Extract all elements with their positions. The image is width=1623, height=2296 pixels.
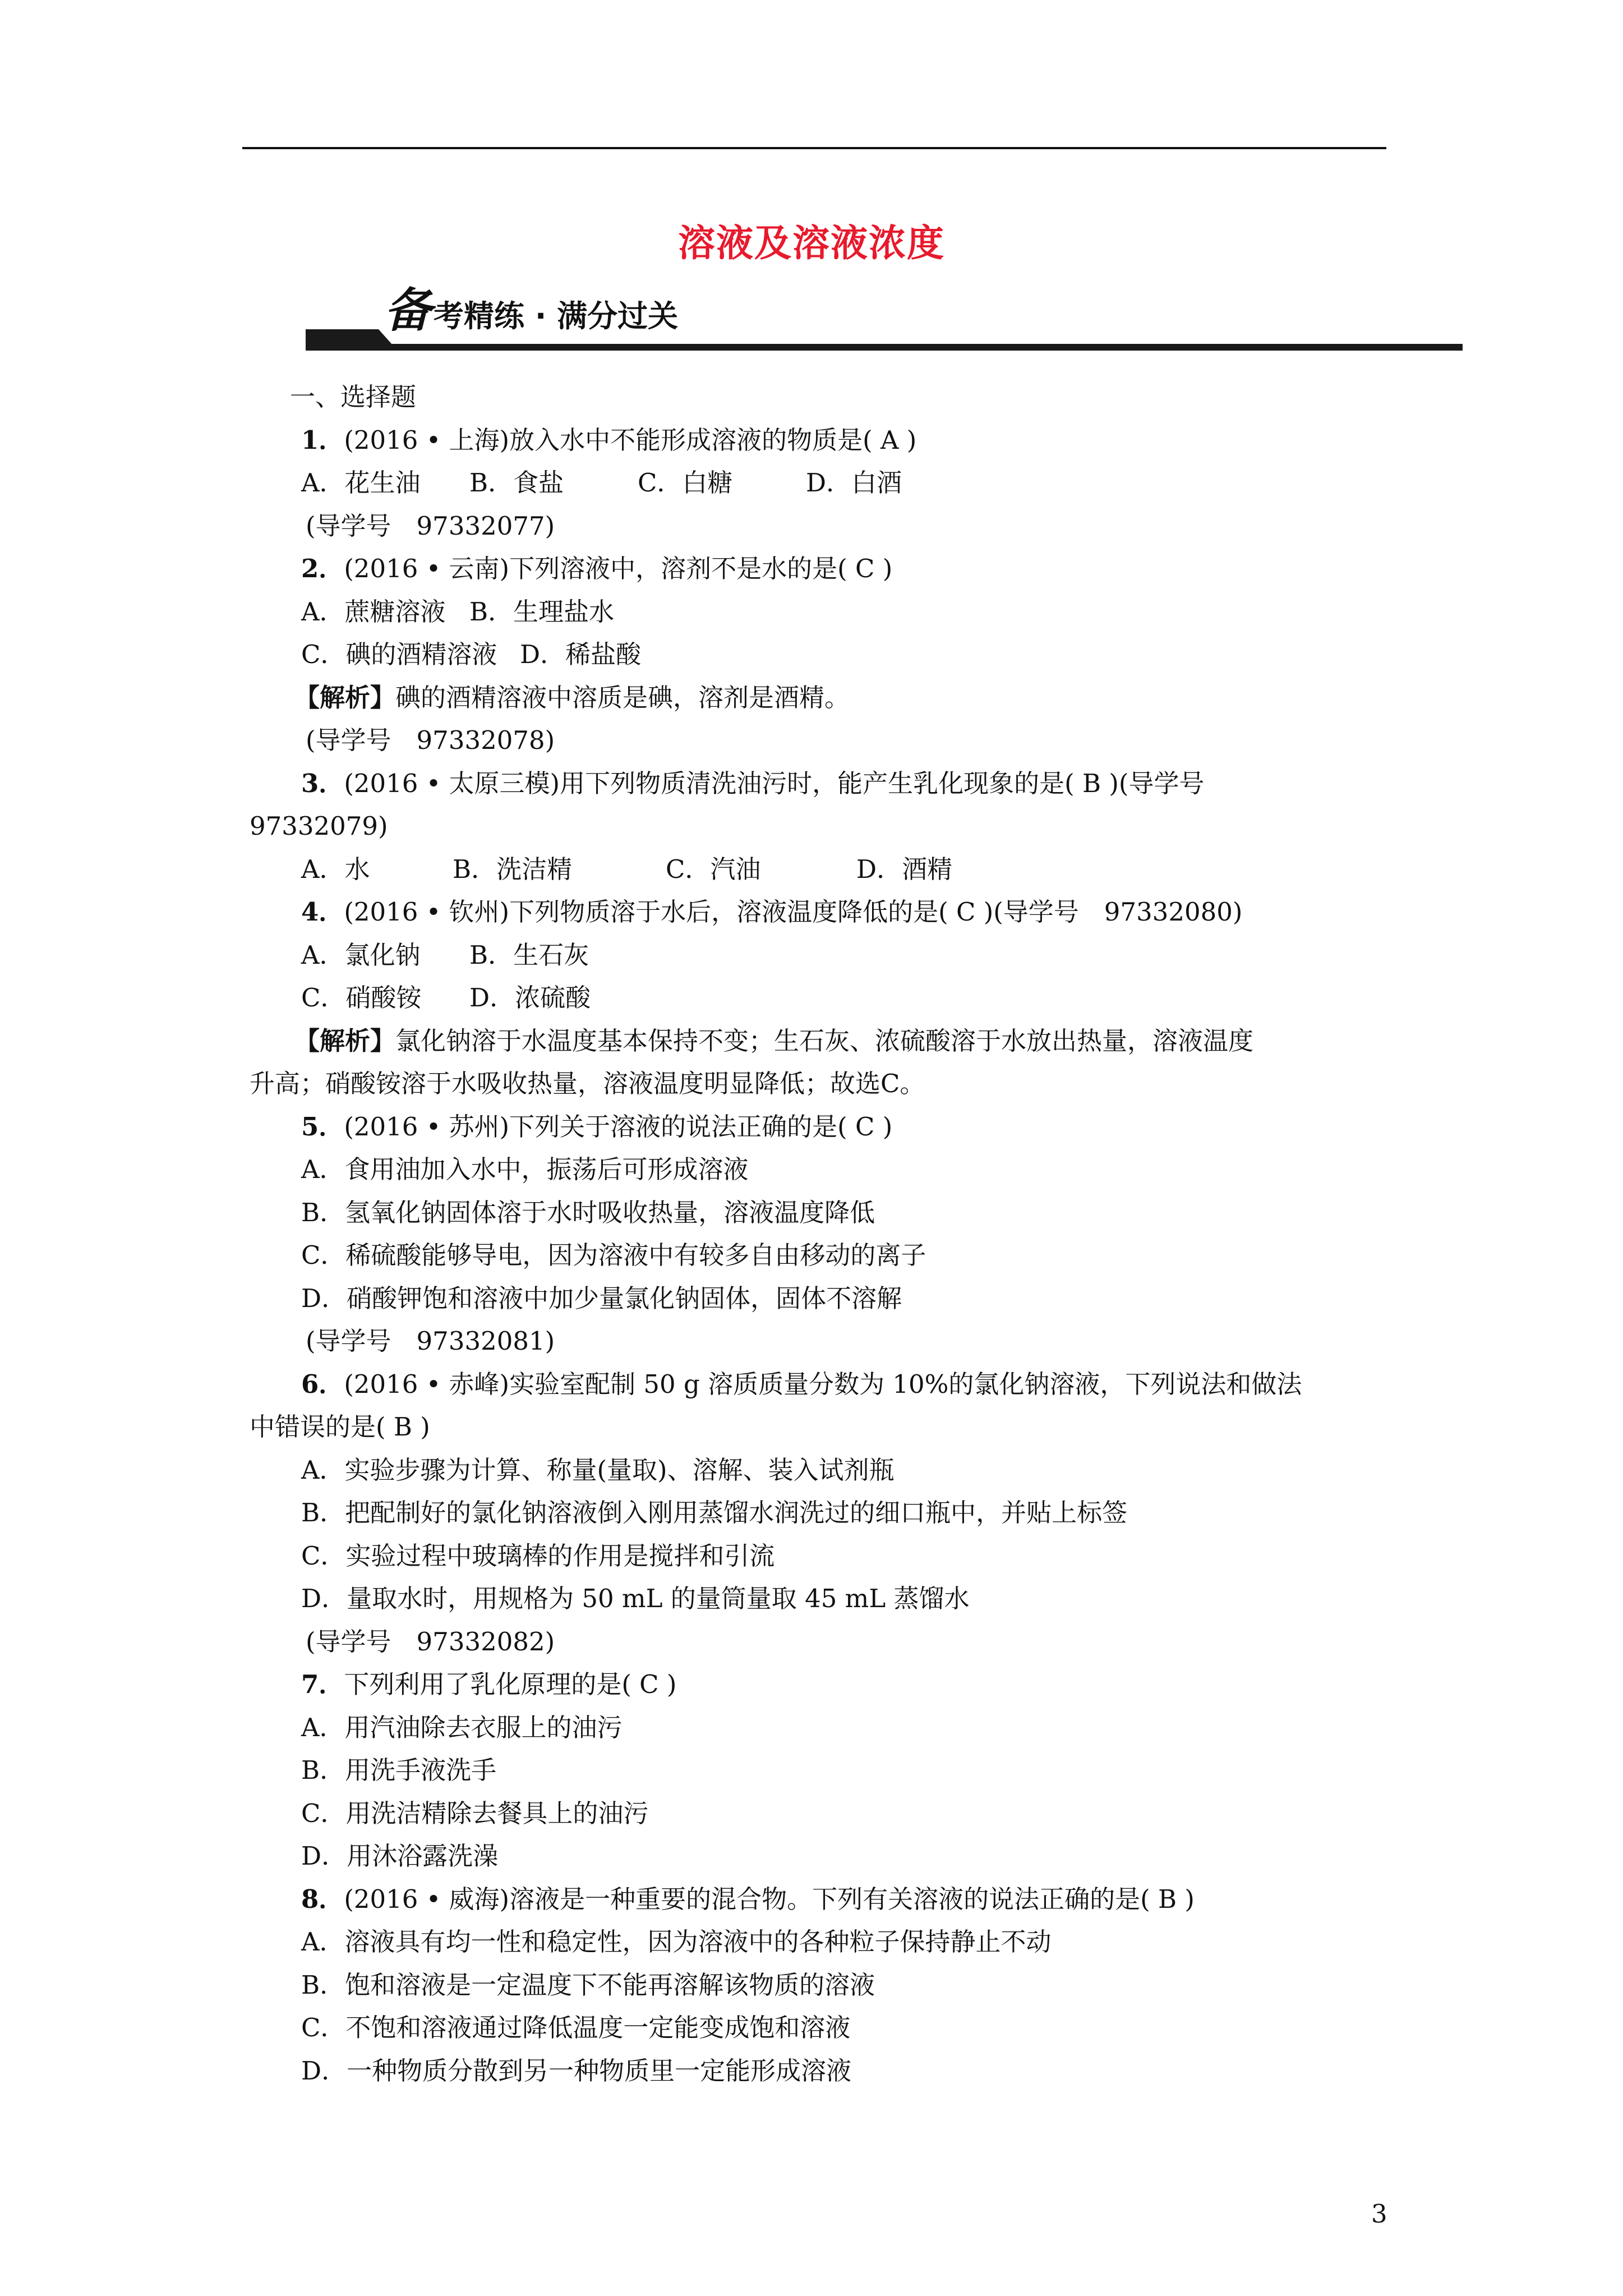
page-title: 溶液及溶液浓度 bbox=[678, 222, 945, 265]
option-a: A．蔗糖溶液 bbox=[301, 596, 446, 627]
option-c: C．用洗洁精除去餐具上的油污 bbox=[301, 1798, 649, 1828]
option-a: A．实验步骤为计算、称量(量取)、溶解、装入试剂瓶 bbox=[301, 1455, 895, 1485]
question-2-options-row1 bbox=[250, 591, 1388, 634]
option-b: B．饱和溶液是一定温度下不能再溶解该物质的溶液 bbox=[301, 1970, 875, 2000]
question-4-options-row1 bbox=[250, 934, 1388, 977]
section-heading: 一、选择题 bbox=[290, 382, 417, 412]
option-c: C．汽油 bbox=[666, 854, 761, 884]
option-a: A．花生油 bbox=[301, 468, 421, 498]
option-a: A．氯化钠 bbox=[301, 940, 421, 970]
question-stem: (2016 • 苏州)下列关于溶液的说法正确的是( C ) bbox=[344, 1111, 893, 1142]
banner-label: 考精练 · 满分过关 bbox=[434, 298, 679, 334]
question-2-analysis bbox=[250, 677, 1388, 720]
question-stem: (2016 • 太原三模)用下列物质清洗油污时，能产生乳化现象的是( B )(导学号 bbox=[344, 768, 1205, 798]
option-d: D．浓硫酸 bbox=[469, 983, 591, 1013]
question-list bbox=[250, 376, 1388, 2092]
option-a: A．溶液具有均一性和稳定性，因为溶液中的各种粒子保持静止不动 bbox=[301, 1927, 1052, 1957]
question-4 bbox=[250, 891, 1388, 934]
option-d: D．量取水时，用规格为 50 mL 的量筒量取 45 mL 蒸馏水 bbox=[301, 1584, 970, 1613]
question-3 bbox=[250, 762, 1388, 806]
option-b: B．食盐 bbox=[469, 468, 564, 498]
option-d: D．酒精 bbox=[856, 854, 953, 884]
guide-number: (导学号 97332081) bbox=[306, 1326, 555, 1356]
question-6 bbox=[250, 1363, 1388, 1406]
question-2 bbox=[250, 547, 1388, 591]
question-4-options-row2 bbox=[250, 977, 1388, 1020]
question-number: 4． bbox=[301, 897, 344, 927]
banner-lead-char: 备 bbox=[384, 283, 432, 338]
question-number: 7． bbox=[301, 1669, 344, 1699]
guide-number: (导学号 97332082) bbox=[306, 1626, 555, 1657]
option-b: B．生理盐水 bbox=[469, 596, 615, 627]
option-a: A．水 bbox=[301, 854, 370, 884]
analysis-text: 碘的酒精溶液中溶质是碘，溶剂是酒精。 bbox=[395, 682, 850, 712]
question-8 bbox=[250, 1878, 1388, 1921]
question-3-stem-cont: 97332079) bbox=[250, 811, 388, 841]
option-d: D．硝酸钾饱和溶液中加少量氯化钠固体，固体不溶解 bbox=[301, 1283, 902, 1313]
option-c: C．白糖 bbox=[638, 468, 733, 498]
question-6-stem-cont: 中错误的是( B ) bbox=[250, 1412, 430, 1442]
question-4-analysis-cont: 升高；硝酸铵溶于水吸收热量，溶液温度明显降低；故选C。 bbox=[250, 1069, 925, 1098]
option-d: D．用沐浴露洗澡 bbox=[301, 1841, 499, 1871]
page-number: 3 bbox=[1371, 2199, 1387, 2229]
option-c: C．硝酸铵 bbox=[301, 983, 422, 1013]
guide-number: (导学号 97332078) bbox=[306, 725, 555, 755]
question-number: 6． bbox=[301, 1369, 344, 1399]
analysis-label: 【解析】 bbox=[294, 682, 396, 712]
question-3-options bbox=[250, 848, 1388, 891]
analysis-label: 【解析】 bbox=[294, 1025, 396, 1056]
option-c: C．实验过程中玻璃棒的作用是搅拌和引流 bbox=[301, 1540, 775, 1571]
option-c: C．稀硫酸能够导电，因为溶液中有较多自由移动的离子 bbox=[301, 1240, 926, 1270]
question-stem: (2016 • 赤峰)实验室配制 50 g 溶质质量分数为 10%的氯化钠溶液，下列说法和做法 bbox=[344, 1369, 1302, 1399]
banner-rule bbox=[306, 344, 1463, 351]
section-banner bbox=[306, 283, 1463, 351]
option-b: B．用洗手液洗手 bbox=[301, 1755, 497, 1785]
option-c: C．不饱和溶液通过降低温度一定能变成饱和溶液 bbox=[301, 2013, 851, 2042]
question-1 bbox=[250, 419, 1388, 462]
question-stem: (2016 • 上海)放入水中不能形成溶液的物质是( A ) bbox=[344, 425, 917, 455]
question-number: 8． bbox=[301, 1884, 344, 1914]
question-number: 3． bbox=[301, 768, 344, 798]
question-5 bbox=[250, 1106, 1388, 1149]
analysis-text: 氯化钠溶于水温度基本保持不变；生石灰、浓硫酸溶于水放出热量，溶液温度 bbox=[395, 1025, 1254, 1056]
option-b: B．生石灰 bbox=[469, 940, 589, 970]
banner-block bbox=[306, 329, 379, 351]
option-c: C．碘的酒精溶液 bbox=[301, 639, 497, 669]
option-d: D．稀盐酸 bbox=[520, 639, 642, 669]
question-1-options bbox=[250, 462, 1388, 505]
option-a: A．食用油加入水中，振荡后可形成溶液 bbox=[301, 1154, 749, 1184]
question-stem: (2016 • 云南)下列溶液中，溶剂不是水的是( C ) bbox=[344, 554, 893, 583]
question-stem: (2016 • 钦州)下列物质溶于水后，溶液温度降低的是( C )(导学号 97332080) bbox=[344, 897, 1243, 927]
question-7 bbox=[250, 1663, 1388, 1706]
question-number: 5． bbox=[301, 1111, 344, 1142]
question-2-options-row2 bbox=[250, 633, 1388, 677]
question-number: 1． bbox=[301, 425, 344, 455]
question-stem: (2016 • 威海)溶液是一种重要的混合物。下列有关溶液的说法正确的是( B ) bbox=[344, 1884, 1195, 1914]
banner-text bbox=[384, 273, 678, 341]
option-b: B．把配制好的氯化钠溶液倒入刚用蒸馏水润洗过的细口瓶中，并贴上标签 bbox=[301, 1498, 1128, 1527]
question-number: 2． bbox=[301, 554, 344, 583]
guide-number: (导学号 97332077) bbox=[306, 510, 555, 541]
question-stem: 下列利用了乳化原理的是( C ) bbox=[344, 1669, 677, 1699]
option-d: D．白酒 bbox=[806, 468, 902, 498]
option-a: A．用汽油除去衣服上的油污 bbox=[301, 1712, 623, 1742]
option-b: B．氢氧化钠固体溶于水时吸收热量，溶液温度降低 bbox=[301, 1197, 875, 1227]
question-4-analysis bbox=[250, 1020, 1388, 1063]
option-b: B．洗洁精 bbox=[453, 854, 573, 884]
option-d: D．一种物质分散到另一种物质里一定能形成溶液 bbox=[301, 2055, 852, 2086]
header-rule bbox=[242, 147, 1386, 149]
